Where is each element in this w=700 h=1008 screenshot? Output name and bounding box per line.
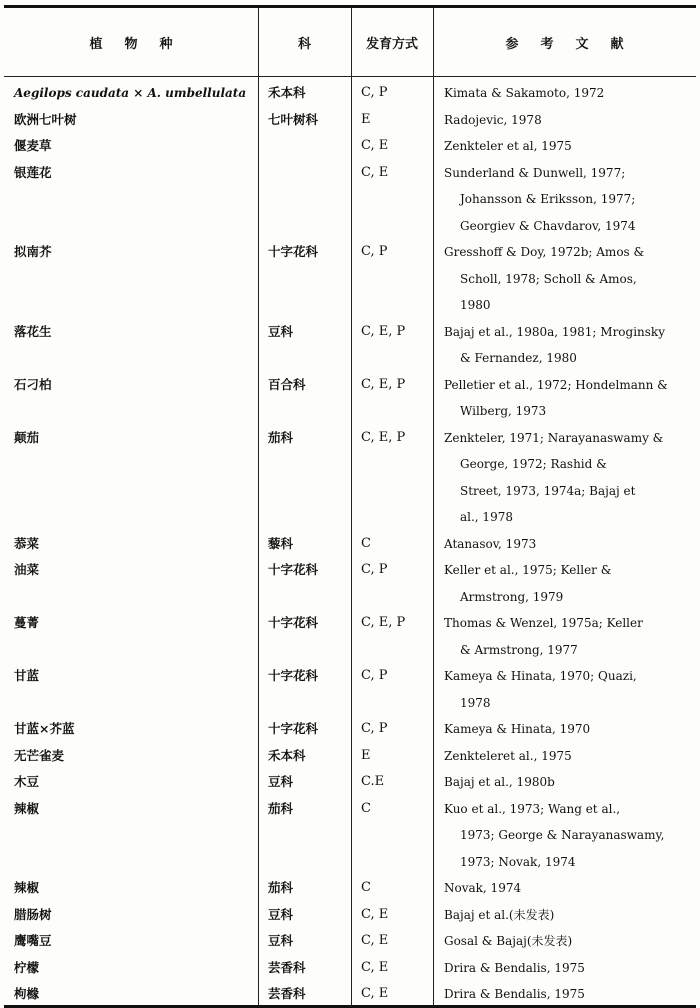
table-row xyxy=(4,902,696,929)
reference-cell xyxy=(444,372,696,425)
method-cell: C, E, P xyxy=(361,323,406,339)
method-cell: C xyxy=(361,800,371,816)
header-species: 植物种 xyxy=(89,36,195,52)
reference-cell xyxy=(444,160,696,240)
header-method: 发育方式 xyxy=(365,36,418,52)
reference-cell xyxy=(444,610,696,663)
table-row xyxy=(4,955,696,982)
reference-line: Pelletier et al., 1972; Hondelmann & xyxy=(444,377,668,392)
reference-cell xyxy=(444,531,696,558)
reference-cell xyxy=(444,133,696,160)
table-row xyxy=(4,372,696,425)
method-cell: E xyxy=(361,111,371,127)
method-cell: C, E xyxy=(361,933,389,948)
table-row xyxy=(4,928,696,955)
method-cell: C, P xyxy=(361,668,388,683)
table-row xyxy=(4,239,696,319)
method-cell: C, E xyxy=(361,906,389,922)
family-cell: 芸香科 xyxy=(268,959,306,975)
reference-cell xyxy=(444,425,696,531)
reference-line: Drira & Bendalis, 1975 xyxy=(444,960,585,975)
reference-line: George, 1972; Rashid & xyxy=(460,457,607,471)
table-row xyxy=(4,610,696,663)
table-row xyxy=(4,875,696,902)
family-cell: 禾本科 xyxy=(268,747,306,763)
table-row xyxy=(4,981,696,1008)
method-cell: C, E xyxy=(361,164,389,180)
reference-line: & Fernandez, 1980 xyxy=(460,351,577,365)
table-row xyxy=(4,769,696,796)
family-cell: 茄科 xyxy=(268,880,294,895)
table-row xyxy=(4,663,696,716)
table-row xyxy=(4,80,696,107)
species-reference-table xyxy=(4,5,696,1008)
reference-cell xyxy=(444,902,696,929)
reference-line: Gresshoff & Doy, 1972b; Amos & xyxy=(444,245,645,259)
table-row xyxy=(4,743,696,770)
reference-line: Johansson & Eriksson, 1977; xyxy=(460,192,636,206)
reference-line: Drira & Bendalis, 1975 xyxy=(444,987,585,1001)
reference-line: Kuo et al., 1973; Wang et al., xyxy=(444,801,621,816)
reference-line: Zenkteler et al, 1975 xyxy=(444,139,572,153)
method-cell: C, P xyxy=(361,562,388,577)
species-cell: 颠茄 xyxy=(14,429,40,445)
reference-line: Georgiev & Chavdarov, 1974 xyxy=(460,218,636,233)
species-cell: 偃麦草 xyxy=(14,138,52,153)
species-cell: 木豆 xyxy=(14,774,40,789)
reference-line: Street, 1973, 1974a; Bajaj et xyxy=(460,483,636,498)
reference-line: Bajaj et al.(未发表) xyxy=(444,907,555,922)
table-row xyxy=(4,716,696,743)
species-cell: 石刁柏 xyxy=(14,376,52,392)
family-cell: 百合科 xyxy=(268,376,306,392)
family-cell: 禾本科 xyxy=(268,85,306,100)
family-cell: 十字花科 xyxy=(268,562,319,577)
table-row xyxy=(4,107,696,134)
method-cell: C, P xyxy=(361,721,388,736)
species-cell: 欧洲七叶树 xyxy=(14,111,77,127)
reference-cell xyxy=(444,716,696,743)
reference-cell xyxy=(444,557,696,610)
reference-line: Armstrong, 1979 xyxy=(460,589,564,604)
family-cell: 十字花科 xyxy=(268,615,319,630)
family-cell: 藜科 xyxy=(268,535,294,551)
species-cell: 辣椒 xyxy=(14,880,40,895)
family-cell: 十字花科 xyxy=(268,721,319,736)
method-cell: C, E xyxy=(361,138,389,153)
species-cell: 鹰嘴豆 xyxy=(14,933,52,948)
family-cell: 茄科 xyxy=(268,429,294,445)
species-cell: 无芒雀麦 xyxy=(14,747,65,763)
reference-line: 1980 xyxy=(460,298,491,312)
reference-line: Radojevic, 1978 xyxy=(444,112,542,127)
table-row xyxy=(4,531,696,558)
reference-line: Gosal & Bajaj(未发表) xyxy=(444,934,573,948)
reference-line: & Armstrong, 1977 xyxy=(460,642,578,657)
family-cell: 芸香科 xyxy=(268,986,306,1001)
family-cell: 七叶树科 xyxy=(268,111,319,127)
species-cell: 腊肠树 xyxy=(14,906,52,922)
reference-cell xyxy=(444,928,696,955)
method-cell: C, P xyxy=(361,244,388,259)
table-row xyxy=(4,160,696,240)
reference-line: Kameya & Hinata, 1970; Quazi, xyxy=(444,669,637,683)
header-rule xyxy=(4,76,696,77)
species-cell: 拟南芥 xyxy=(14,244,52,259)
table-row xyxy=(4,425,696,531)
reference-line: Sunderland & Dunwell, 1977; xyxy=(444,165,626,180)
species-cell: 甘蓝 xyxy=(14,668,40,683)
reference-cell xyxy=(444,769,696,796)
family-cell: 豆科 xyxy=(268,323,294,339)
reference-cell xyxy=(444,955,696,982)
method-cell: C, E xyxy=(361,959,389,975)
method-cell: C, E xyxy=(361,986,389,1001)
reference-line: 1973; Novak, 1974 xyxy=(460,854,576,869)
reference-line: Wilberg, 1973 xyxy=(460,404,547,418)
table-row xyxy=(4,796,696,876)
table-row xyxy=(4,557,696,610)
reference-line: Bajaj et al., 1980a, 1981; Mroginsky xyxy=(444,324,665,339)
species-cell: 落花生 xyxy=(14,323,52,339)
species-cell: 柠檬 xyxy=(14,959,40,975)
family-cell: 豆科 xyxy=(268,774,294,789)
species-cell: 甘蓝×芥蓝 xyxy=(14,721,75,736)
reference-line: 1978 xyxy=(460,695,491,710)
species-cell: 油菜 xyxy=(14,562,40,577)
reference-line: Kameya & Hinata, 1970 xyxy=(444,722,591,736)
reference-cell xyxy=(444,796,696,876)
species-cell: Aegilops caudata × A. umbellulata xyxy=(14,86,247,100)
reference-cell xyxy=(444,981,696,1008)
reference-cell xyxy=(444,663,696,716)
family-cell: 十字花科 xyxy=(268,668,319,683)
table-row xyxy=(4,133,696,160)
reference-cell xyxy=(444,875,696,902)
reference-cell xyxy=(444,743,696,770)
reference-line: Scholl, 1978; Scholl & Amos, xyxy=(460,271,637,286)
species-cell: 枸橼 xyxy=(14,986,40,1001)
method-cell: C xyxy=(361,535,371,551)
reference-line: Bajaj et al., 1980b xyxy=(444,775,555,789)
reference-cell xyxy=(444,239,696,319)
reference-line: Kimata & Sakamoto, 1972 xyxy=(444,86,605,100)
method-cell: C, E, P xyxy=(361,429,406,445)
reference-line: 1973; George & Narayanaswamy, xyxy=(460,828,665,842)
method-cell: C, P xyxy=(361,85,388,100)
reference-line: Zenkteleret al., 1975 xyxy=(444,748,572,763)
table-row xyxy=(4,319,696,372)
family-cell: 豆科 xyxy=(268,933,294,948)
reference-line: Keller et al., 1975; Keller & xyxy=(444,563,612,577)
family-cell: 豆科 xyxy=(268,906,294,922)
species-cell: 辣椒 xyxy=(14,800,40,816)
header-references: 参考文献 xyxy=(505,36,646,52)
reference-cell xyxy=(444,319,696,372)
reference-line: al., 1978 xyxy=(460,510,513,524)
method-cell: C.E xyxy=(361,774,385,789)
reference-cell xyxy=(444,80,696,107)
species-cell: 蔓菁 xyxy=(14,615,40,630)
reference-line: Zenkteler, 1971; Narayanaswamy & xyxy=(444,430,664,445)
family-cell: 十字花科 xyxy=(268,244,319,259)
species-cell: 菾菜 xyxy=(14,535,40,551)
method-cell: C, E, P xyxy=(361,615,406,630)
species-cell: 银莲花 xyxy=(14,164,52,180)
header-family: 科 xyxy=(297,36,311,52)
reference-line: Thomas & Wenzel, 1975a; Keller xyxy=(444,616,643,630)
family-cell: 茄科 xyxy=(268,800,294,816)
reference-cell xyxy=(444,107,696,134)
reference-line: Atanasov, 1973 xyxy=(444,536,537,551)
reference-line: Novak, 1974 xyxy=(444,881,522,895)
method-cell: C, E, P xyxy=(361,376,406,392)
method-cell: E xyxy=(361,747,371,763)
method-cell: C xyxy=(361,880,371,895)
